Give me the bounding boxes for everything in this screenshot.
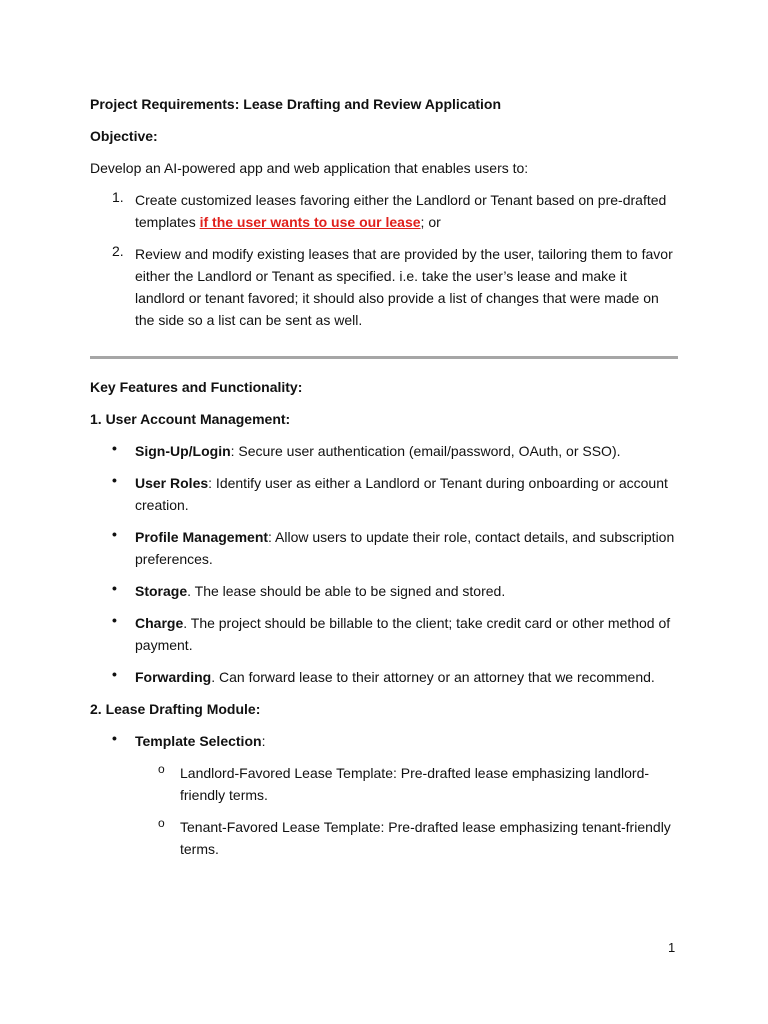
feature-text: : Secure user authentication (email/password, OAuth, or SSO).	[230, 443, 621, 459]
user-account-features-list	[90, 440, 678, 688]
bullet-icon: •	[112, 666, 117, 682]
feature-text: . The lease should be able to be signed and stored.	[187, 583, 506, 599]
bullet-icon: •	[112, 472, 117, 488]
feature-label: User Roles	[135, 475, 209, 491]
objective-text	[135, 189, 678, 233]
sub-list-item	[90, 762, 678, 806]
list-item	[90, 580, 678, 602]
list-item	[90, 440, 678, 462]
page-number: 1	[668, 940, 676, 955]
feature-text: : Identify user as either a Landlord or Tenant during onboarding or account creation.	[135, 475, 668, 513]
horizontal-divider	[90, 356, 678, 359]
objective-heading: Objective:	[90, 128, 158, 144]
feature-text: . Can forward lease to their attorney or an attorney that we recommend.	[211, 669, 655, 685]
list-item	[90, 472, 678, 516]
section-heading-user-accounts: 1. User Account Management:	[90, 411, 291, 427]
template-description: Landlord-Favored Lease Template: Pre-drafted lease emphasizing landlord-friendly terms.	[180, 765, 650, 803]
document-title: Project Requirements: Lease Drafting and Review Application	[90, 96, 502, 112]
feature-label: Sign-Up/Login	[135, 443, 231, 459]
objective-item-2	[90, 243, 678, 331]
bullet-icon: •	[112, 580, 117, 596]
objectives-list	[90, 189, 678, 331]
list-item	[90, 526, 678, 570]
bullet-icon: •	[112, 730, 117, 746]
feature-label: Forwarding	[135, 669, 212, 685]
feature-label: Charge	[135, 615, 184, 631]
feature-label: Profile Management	[135, 529, 269, 545]
objective-text-start: Create customized leases favoring either the Landlord or Tenant based on pre-drafted templates	[135, 192, 667, 230]
bullet-icon: •	[112, 526, 117, 542]
objective-item-1	[90, 189, 678, 233]
feature-text: : Allow users to update their role, contact details, and subscription preferences.	[135, 529, 675, 567]
sub-list-item	[90, 816, 678, 860]
key-features-heading: Key Features and Functionality:	[90, 379, 303, 395]
section-heading-lease-drafting: 2. Lease Drafting Module:	[90, 701, 261, 717]
list-item	[90, 666, 678, 688]
document-page	[90, 93, 678, 870]
intro-paragraph: Develop an AI-powered app and web application that enables users to:	[90, 160, 529, 176]
list-item	[90, 612, 678, 656]
objective-text-end: ; or	[420, 214, 441, 230]
list-item	[90, 730, 678, 752]
feature-text: . The project should be billable to the client; take credit card or other method of payment.	[135, 615, 671, 653]
list-number: 1.	[112, 189, 124, 205]
feature-label: Template Selection	[135, 733, 262, 749]
objective-text: Review and modify existing leases that are provided by the user, tailoring them to favor either the Landlord or Tenant as specified. i.e. take the user’s lease and make it landlord or tenant favored; it should also provide a list of changes that were made on the side so a list can be sent as well.	[135, 246, 673, 328]
template-description: Tenant-Favored Lease Template: Pre-drafted lease emphasizing tenant-friendly terms.	[180, 819, 671, 857]
highlighted-note: if the user wants to use our lease	[199, 214, 421, 230]
circle-bullet-icon: o	[158, 762, 165, 776]
bullet-icon: •	[112, 440, 117, 456]
bullet-icon: •	[112, 612, 117, 628]
circle-bullet-icon: o	[158, 816, 165, 830]
feature-text: :	[261, 733, 266, 749]
feature-label: Storage	[135, 583, 188, 599]
list-number: 2.	[112, 243, 124, 259]
